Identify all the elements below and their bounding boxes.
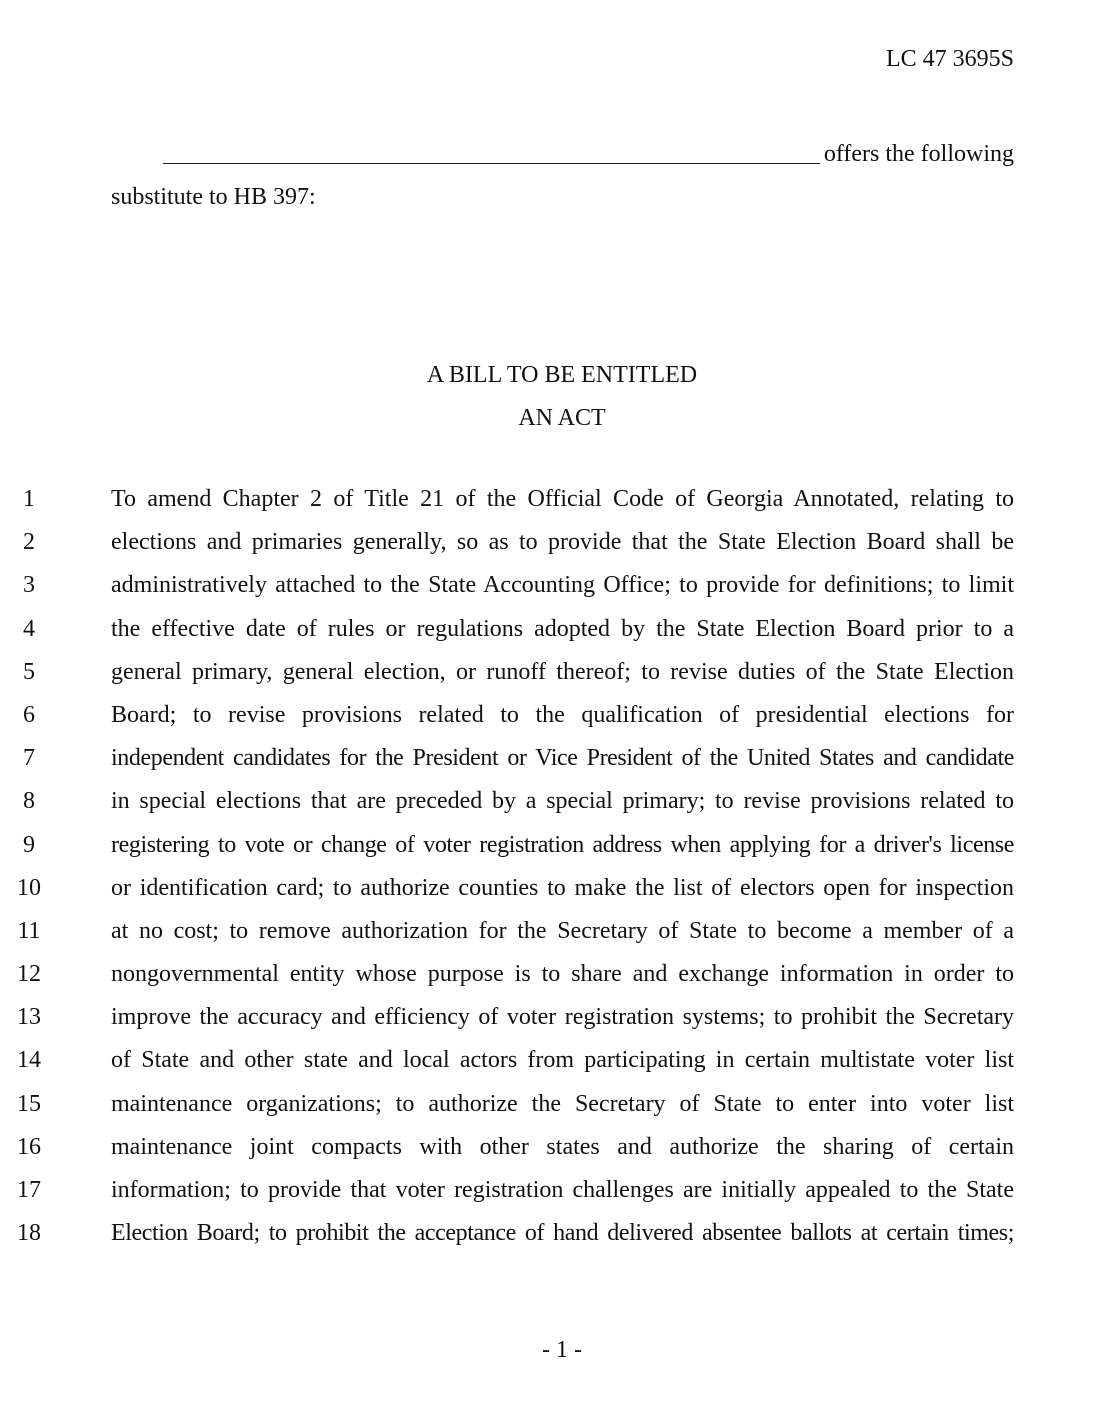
line-text: of State and other state and local actors from participating in certain multistate voter list [111, 1047, 1014, 1074]
page-number: - 1 - [542, 1337, 582, 1363]
line-text: general primary, general election, or runoff thereof; to revise duties of the State Election [111, 658, 1014, 685]
line-number: 2 [23, 529, 35, 556]
line-number: 9 [23, 831, 35, 858]
line-text: administratively attached to the State Accounting Office; to provide for definitions; to limit [111, 572, 1014, 599]
line-text: or identification card; to authorize counties to make the list of electors open for inspection [111, 874, 1014, 901]
bill-title-line-1: A BILL TO BE ENTITLED [426, 362, 698, 388]
line-number: 15 [17, 1090, 41, 1117]
line-text: maintenance organizations; to authorize the Secretary of State to enter into voter list [111, 1090, 1014, 1117]
line-number: 4 [23, 615, 35, 642]
substitute-line: substitute to HB 397: [111, 184, 316, 210]
line-text: registering to vote or change of voter registration address when applying for a driver's license [111, 831, 1014, 858]
body-line [0, 1212, 1114, 1255]
line-number: 6 [23, 701, 35, 728]
line-number: 11 [17, 917, 41, 944]
line-text: at no cost; to remove authorization for the Secretary of State to become a member of a [111, 917, 1014, 944]
line-number: 17 [17, 1177, 41, 1203]
line-number: 14 [17, 1047, 41, 1074]
line-number: 16 [17, 1133, 41, 1160]
body-line [0, 867, 1114, 910]
body-line [0, 737, 1114, 780]
line-number: 3 [23, 572, 35, 599]
line-number: 7 [23, 745, 35, 772]
body-line [0, 694, 1114, 737]
line-number: 13 [17, 1004, 41, 1031]
line-text: the effective date of rules or regulations adopted by the State Election Board prior to a [111, 615, 1014, 642]
line-text: Election Board; to prohibit the acceptance of hand delivered absentee ballots at certain times; [111, 1220, 1014, 1247]
document-id: LC 47 3695S [885, 46, 1014, 72]
line-number: 5 [23, 658, 35, 685]
line-text: Board; to revise provisions related to the qualification of presidential elections for [111, 701, 1014, 728]
body-line [0, 1083, 1114, 1126]
body-line [0, 953, 1114, 996]
bill-body [0, 478, 1114, 1255]
body-line [0, 608, 1114, 651]
body-line [0, 996, 1114, 1039]
line-text: independent candidates for the President or Vice President of the United States and candidate [111, 745, 1014, 772]
line-text: maintenance joint compacts with other states and authorize the sharing of certain [111, 1133, 1014, 1160]
line-text: nongovernmental entity whose purpose is to share and exchange information in order to [111, 961, 1014, 988]
body-line [0, 1039, 1114, 1082]
offers-text: offers the following [823, 141, 1014, 167]
body-line [0, 478, 1114, 521]
line-text: information; to provide that voter registration challenges are initially appealed to the State [111, 1177, 1014, 1203]
body-line [0, 780, 1114, 823]
line-number: 8 [23, 788, 35, 815]
line-text: elections and primaries generally, so as to provide that the State Election Board shall be [111, 529, 1014, 556]
body-line [0, 824, 1114, 867]
sponsor-line [163, 138, 1014, 170]
line-text: improve the accuracy and efficiency of voter registration systems; to prohibit the Secretary [111, 1004, 1014, 1031]
body-line [0, 521, 1114, 564]
body-line [0, 1126, 1114, 1169]
body-line [0, 910, 1114, 953]
sponsor-blank [163, 139, 820, 164]
body-line [0, 1169, 1114, 1212]
line-number: 10 [17, 874, 41, 901]
line-number: 18 [17, 1220, 41, 1247]
line-text: in special elections that are preceded by a special primary; to revise provisions related to [111, 788, 1014, 815]
body-line [0, 651, 1114, 694]
body-line [0, 564, 1114, 607]
line-text: To amend Chapter 2 of Title 21 of the Official Code of Georgia Annotated, relating to [111, 486, 1014, 512]
bill-title-line-2: AN ACT [518, 405, 606, 431]
line-number: 1 [23, 486, 35, 512]
bill-title [0, 354, 1114, 440]
line-number: 12 [17, 961, 41, 988]
